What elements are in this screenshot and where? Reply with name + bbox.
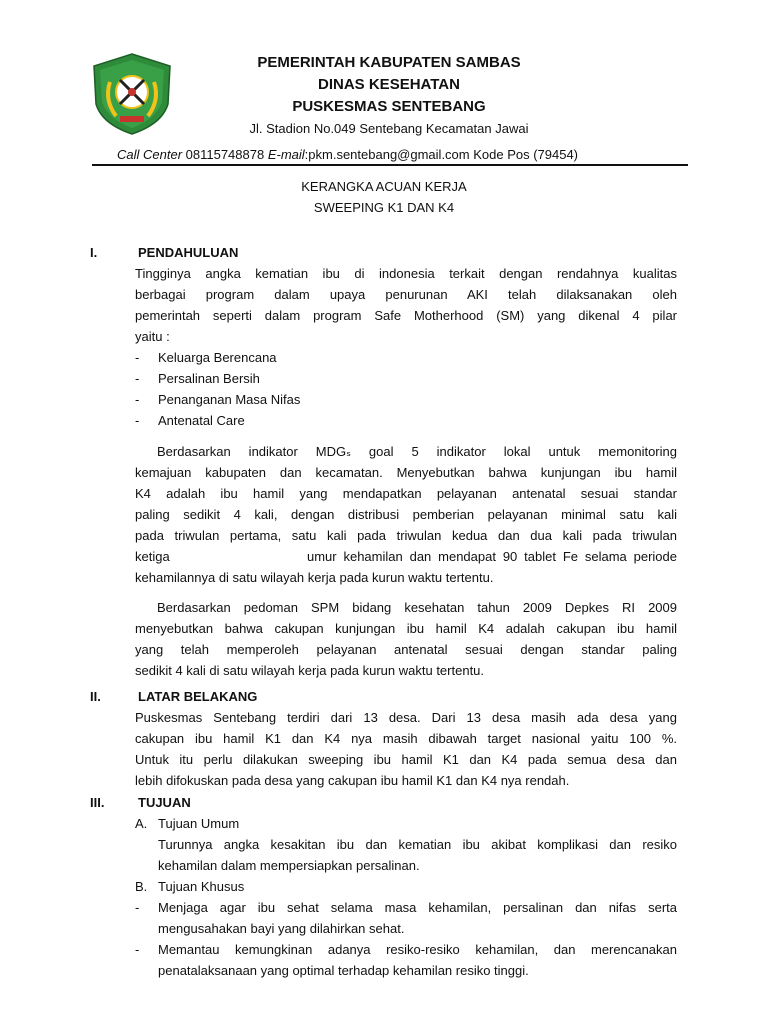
section-number: II. (90, 689, 101, 704)
text-line: ketiga umur kehamilan dan mendapat 90 tablet Fe selama periode (135, 549, 677, 564)
document-subtitle: SWEEPING K1 DAN K4 (313, 200, 455, 215)
subsection-letter: B. (135, 879, 148, 894)
text-line: Tingginya angka kematian ibu di indonesia terkait dengan rendahnya kualitas (135, 266, 677, 281)
text-line: Memantau kemungkinan adanya resiko-resiko kehamilan, dan merencanakan (158, 942, 677, 957)
list-item: - Persalinan Bersih (135, 371, 260, 386)
text-line: pemerintah seperti dalam program Safe Motherhood (SM) yang dikenal 4 pilar (135, 308, 677, 323)
call-center-label: Call Center (117, 147, 183, 162)
text-line: paling sedikit 4 kali, dengan distribusi pemberian pelayanan minimal satu kali (135, 507, 677, 522)
text-line: penatalaksanaan yang optimal terhadap kehamilan resiko tinggi. (158, 963, 529, 978)
department-name: DINAS KESEHATAN (318, 76, 460, 93)
text-line: lebih difokuskan pada desa yang cakupan ibu hamil K1 dan K4 nya rendah. (135, 773, 570, 788)
list-item: - Memantau kemungkinan adanya resiko-resiko kehamilan, dan merencanakan penatalaksanaan yang optimal terhadap kehamilan resiko tinggi. (135, 939, 677, 981)
text-line: Berdasarkan pedoman SPM bidang kesehatan tahun 2009 Depkes RI 2009 (157, 600, 677, 615)
text-line: yaitu : (135, 329, 170, 344)
section-title: TUJUAN (138, 795, 191, 810)
address: Jl. Stadion No.049 Sentebang Kecamatan Jawai (249, 121, 529, 136)
sambas-regency-emblem-icon (90, 52, 174, 136)
phone-number: 08115748878 (182, 147, 268, 162)
text-line: pada triwulan pertama, satu kali pada triwulan kedua dan dua kali pada triwulan (135, 528, 677, 543)
list-item-text: Persalinan Bersih (158, 371, 260, 386)
section-heading-pendahuluan (90, 244, 238, 262)
document-title: KERANGKA ACUAN KERJA (301, 179, 467, 194)
subsection-tujuan-khusus (135, 876, 244, 897)
list-item-text: Keluarga Berencana (158, 350, 277, 365)
section-heading-latar-belakang (90, 688, 257, 706)
section-heading-tujuan (90, 794, 191, 812)
text-line: Menjaga agar ibu sehat selama masa kehamilan, persalinan dan nifas serta (158, 900, 677, 915)
pendahuluan-paragraph-2 (135, 441, 677, 588)
email-and-postcode: :pkm.sentebang@gmail.com Kode Pos (79454) (304, 147, 579, 162)
text-line: Untuk itu perlu dilakukan sweeping ibu hamil K1 dan K4 pada semua desa dan (135, 752, 677, 767)
section-number: I. (90, 245, 98, 260)
subsection-title: Tujuan Umum (158, 816, 240, 831)
list-item-text: Antenatal Care (158, 413, 245, 428)
subsection-letter: A. (135, 816, 148, 831)
tujuan-umum-text (158, 834, 677, 876)
list-item: - Penanganan Masa Nifas (135, 392, 301, 407)
list-item: - Keluarga Berencana (135, 350, 277, 365)
text-line: yang telah memperoleh pelayanan antenatal sesuai dengan standar paling (135, 642, 677, 657)
text-line: kehamilan dalam mempersiapkan persalinan. (158, 858, 420, 873)
text-line: Berdasarkan indikator MDGₛ goal 5 indikator lokal untuk memonitoring (157, 444, 677, 459)
government-name: PEMERINTAH KABUPATEN SAMBAS (257, 54, 521, 71)
text-line: cakupan ibu hamil K1 dan K4 nya masih dibawah target nasional yaitu 100 %. (135, 731, 677, 746)
section-number: III. (90, 795, 105, 810)
pendahuluan-intro (135, 263, 677, 347)
text-line: mengusahakan bayi yang dilahirkan sehat. (158, 921, 405, 936)
contact-line (117, 146, 578, 163)
subsection-tujuan-umum (135, 813, 239, 834)
text-line: berbagai program dalam upaya penurunan AKI telah dilaksanakan oleh (135, 287, 677, 302)
list-item: - Menjaga agar ibu sehat selama masa kehamilan, persalinan dan nifas serta mengusahakan bayi yang dilahirkan sehat. (135, 897, 677, 939)
pendahuluan-paragraph-3 (135, 597, 677, 681)
section-title: PENDAHULUAN (138, 245, 239, 260)
list-item-text: Penanganan Masa Nifas (158, 392, 301, 407)
header-divider (92, 164, 688, 166)
letterhead (180, 52, 598, 138)
text-line: Puskesmas Sentebang terdiri dari 13 desa. Dari 13 desa masih ada desa yang (135, 710, 677, 725)
section-title: LATAR BELAKANG (138, 689, 258, 704)
puskesmas-name: PUSKESMAS SENTEBANG (292, 98, 486, 115)
email-label: E-mail (267, 147, 305, 162)
text-line: Turunnya angka kesakitan ibu dan kematian ibu akibat komplikasi dan resiko (158, 837, 677, 852)
subsection-title: Tujuan Khusus (158, 879, 245, 894)
text-line: K4 adalah ibu hamil yang mendapatkan pelayanan antenatal sesuai standar (135, 486, 677, 501)
text-line: menyebutkan bahwa cakupan kunjungan ibu hamil K4 adalah cakupan ibu hamil (135, 621, 677, 636)
text-line: kehamilannya di satu wilayah kerja pada kurun waktu tertentu. (135, 570, 494, 585)
text-line: sedikit 4 kali di satu wilayah kerja pada kurun waktu tertentu. (135, 663, 485, 678)
list-item: - Antenatal Care (135, 413, 245, 428)
text-line: kemajuan kabupaten dan kecamatan. Menyebutkan bahwa kunjungan ibu hamil (135, 465, 677, 480)
latar-belakang-paragraph (135, 707, 677, 791)
